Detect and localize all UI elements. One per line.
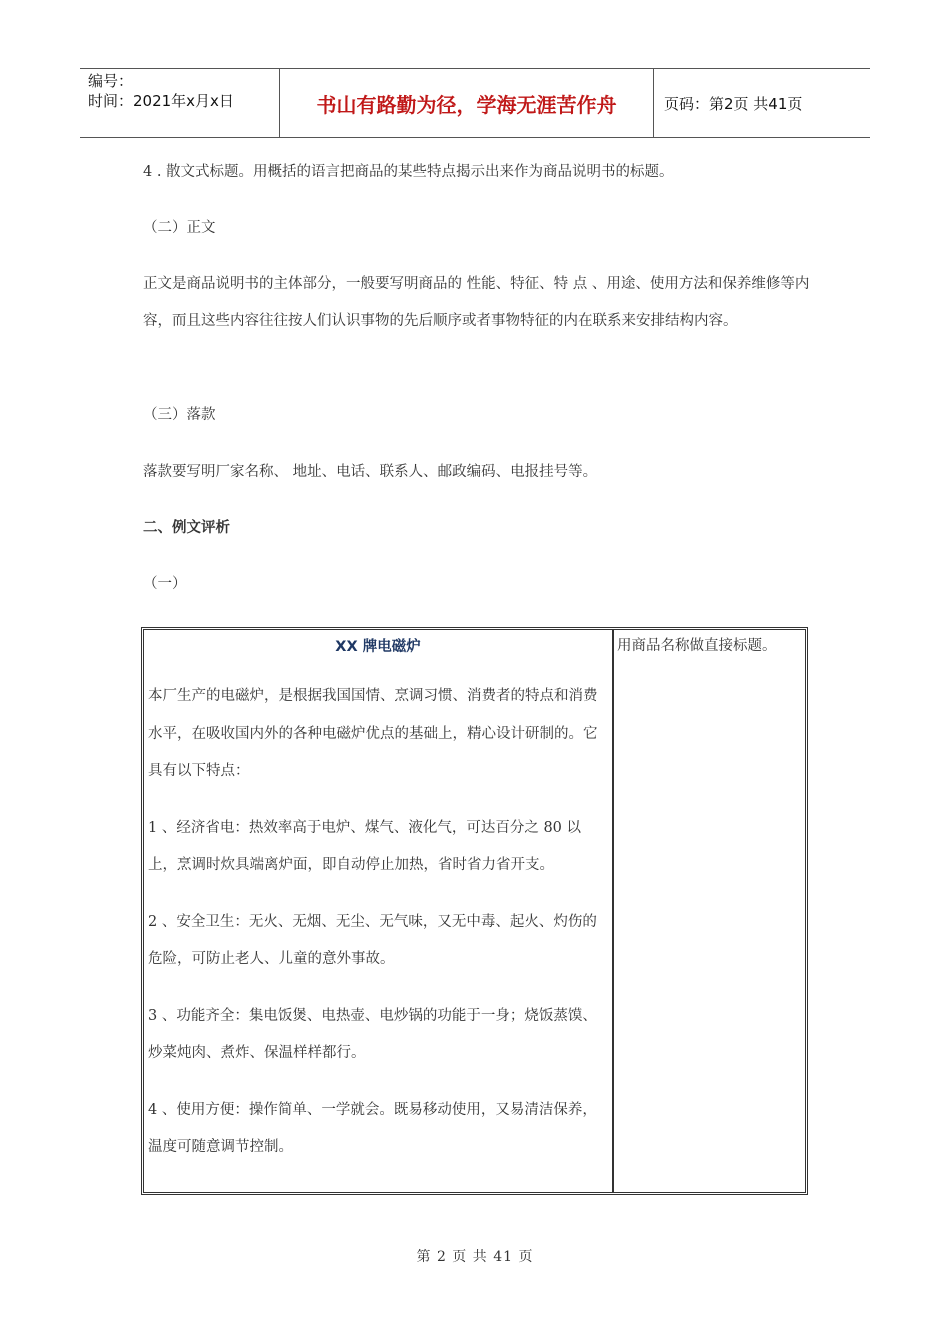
section-2-heading: （二）正文 bbox=[143, 220, 216, 236]
example-intro: 本厂生产的电磁炉，是根据我国国情、烹调习惯、消费者的特点和消费水平，在吸收国内外的各种电磁炉优点的基础上，精心设计研制的。它具有以下特点： bbox=[148, 688, 598, 779]
header-page-info: 页码：第2页 共41页 bbox=[664, 94, 803, 113]
example-point-3: 3 、功能齐全：集电饭煲、电热壶、电炒锅的功能于一身；烧饭蒸馍、炒菜炖肉、煮炸、保温样样都行。 bbox=[148, 1007, 597, 1061]
page-footer: 第 2 页 共 41 页 bbox=[416, 1249, 534, 1265]
section-3-heading: （三）落款 bbox=[143, 407, 216, 423]
header-motto: 书山有路勤为径，学海无涯苦作舟 bbox=[280, 69, 654, 137]
example-point-4: 4 、使用方便：操作简单、一学就会。既易移动使用，又易清洁保养，温度可随意调节控制。 bbox=[148, 1101, 597, 1155]
example-content-cell bbox=[144, 630, 614, 1192]
header-meta bbox=[80, 69, 280, 137]
example-comment-cell bbox=[614, 630, 805, 1192]
example-point-2: 2 、安全卫生：无火、无烟、无尘、无气味，又无中毒、起火、灼伤的危险，可防止老人、儿童的意外事故。 bbox=[148, 913, 597, 967]
part-2-heading: 二、例文评析 bbox=[143, 520, 230, 536]
example-point-1: 1 、经济省电：热效率高于电炉、煤气、液化气，可达百分之 80 以上，烹调时炊具端离炉面，即自动停止加热，省时省力省开支。 bbox=[148, 819, 582, 873]
item-4-text: 4 . 散文式标题。用概括的语言把商品的某些特点揭示出来作为商品说明书的标题。 bbox=[143, 164, 674, 180]
example-title: XX 牌电磁炉 bbox=[335, 639, 421, 655]
page-header bbox=[80, 68, 870, 138]
number-label: 编号： bbox=[88, 72, 134, 90]
part-2-subheading: （一） bbox=[143, 576, 187, 592]
section-2-paragraph: 正文是商品说明书的主体部分，一般要写明商品的 性能、特征、特 点 、用途、使用方法和保养维修等内容，而且这些内容往往按人们认识事物的先后顺序或者事物特征的内在联系来安排结构内容。 bbox=[143, 276, 810, 329]
date-label: 时间：2021年x月x日 bbox=[88, 92, 234, 110]
section-3-paragraph: 落款要写明厂家名称、 地址、电话、联系人、邮政编码、电报挂号等。 bbox=[143, 464, 598, 480]
example-table bbox=[141, 627, 808, 1195]
example-comment: 用商品名称做直接标题。 bbox=[617, 638, 777, 654]
